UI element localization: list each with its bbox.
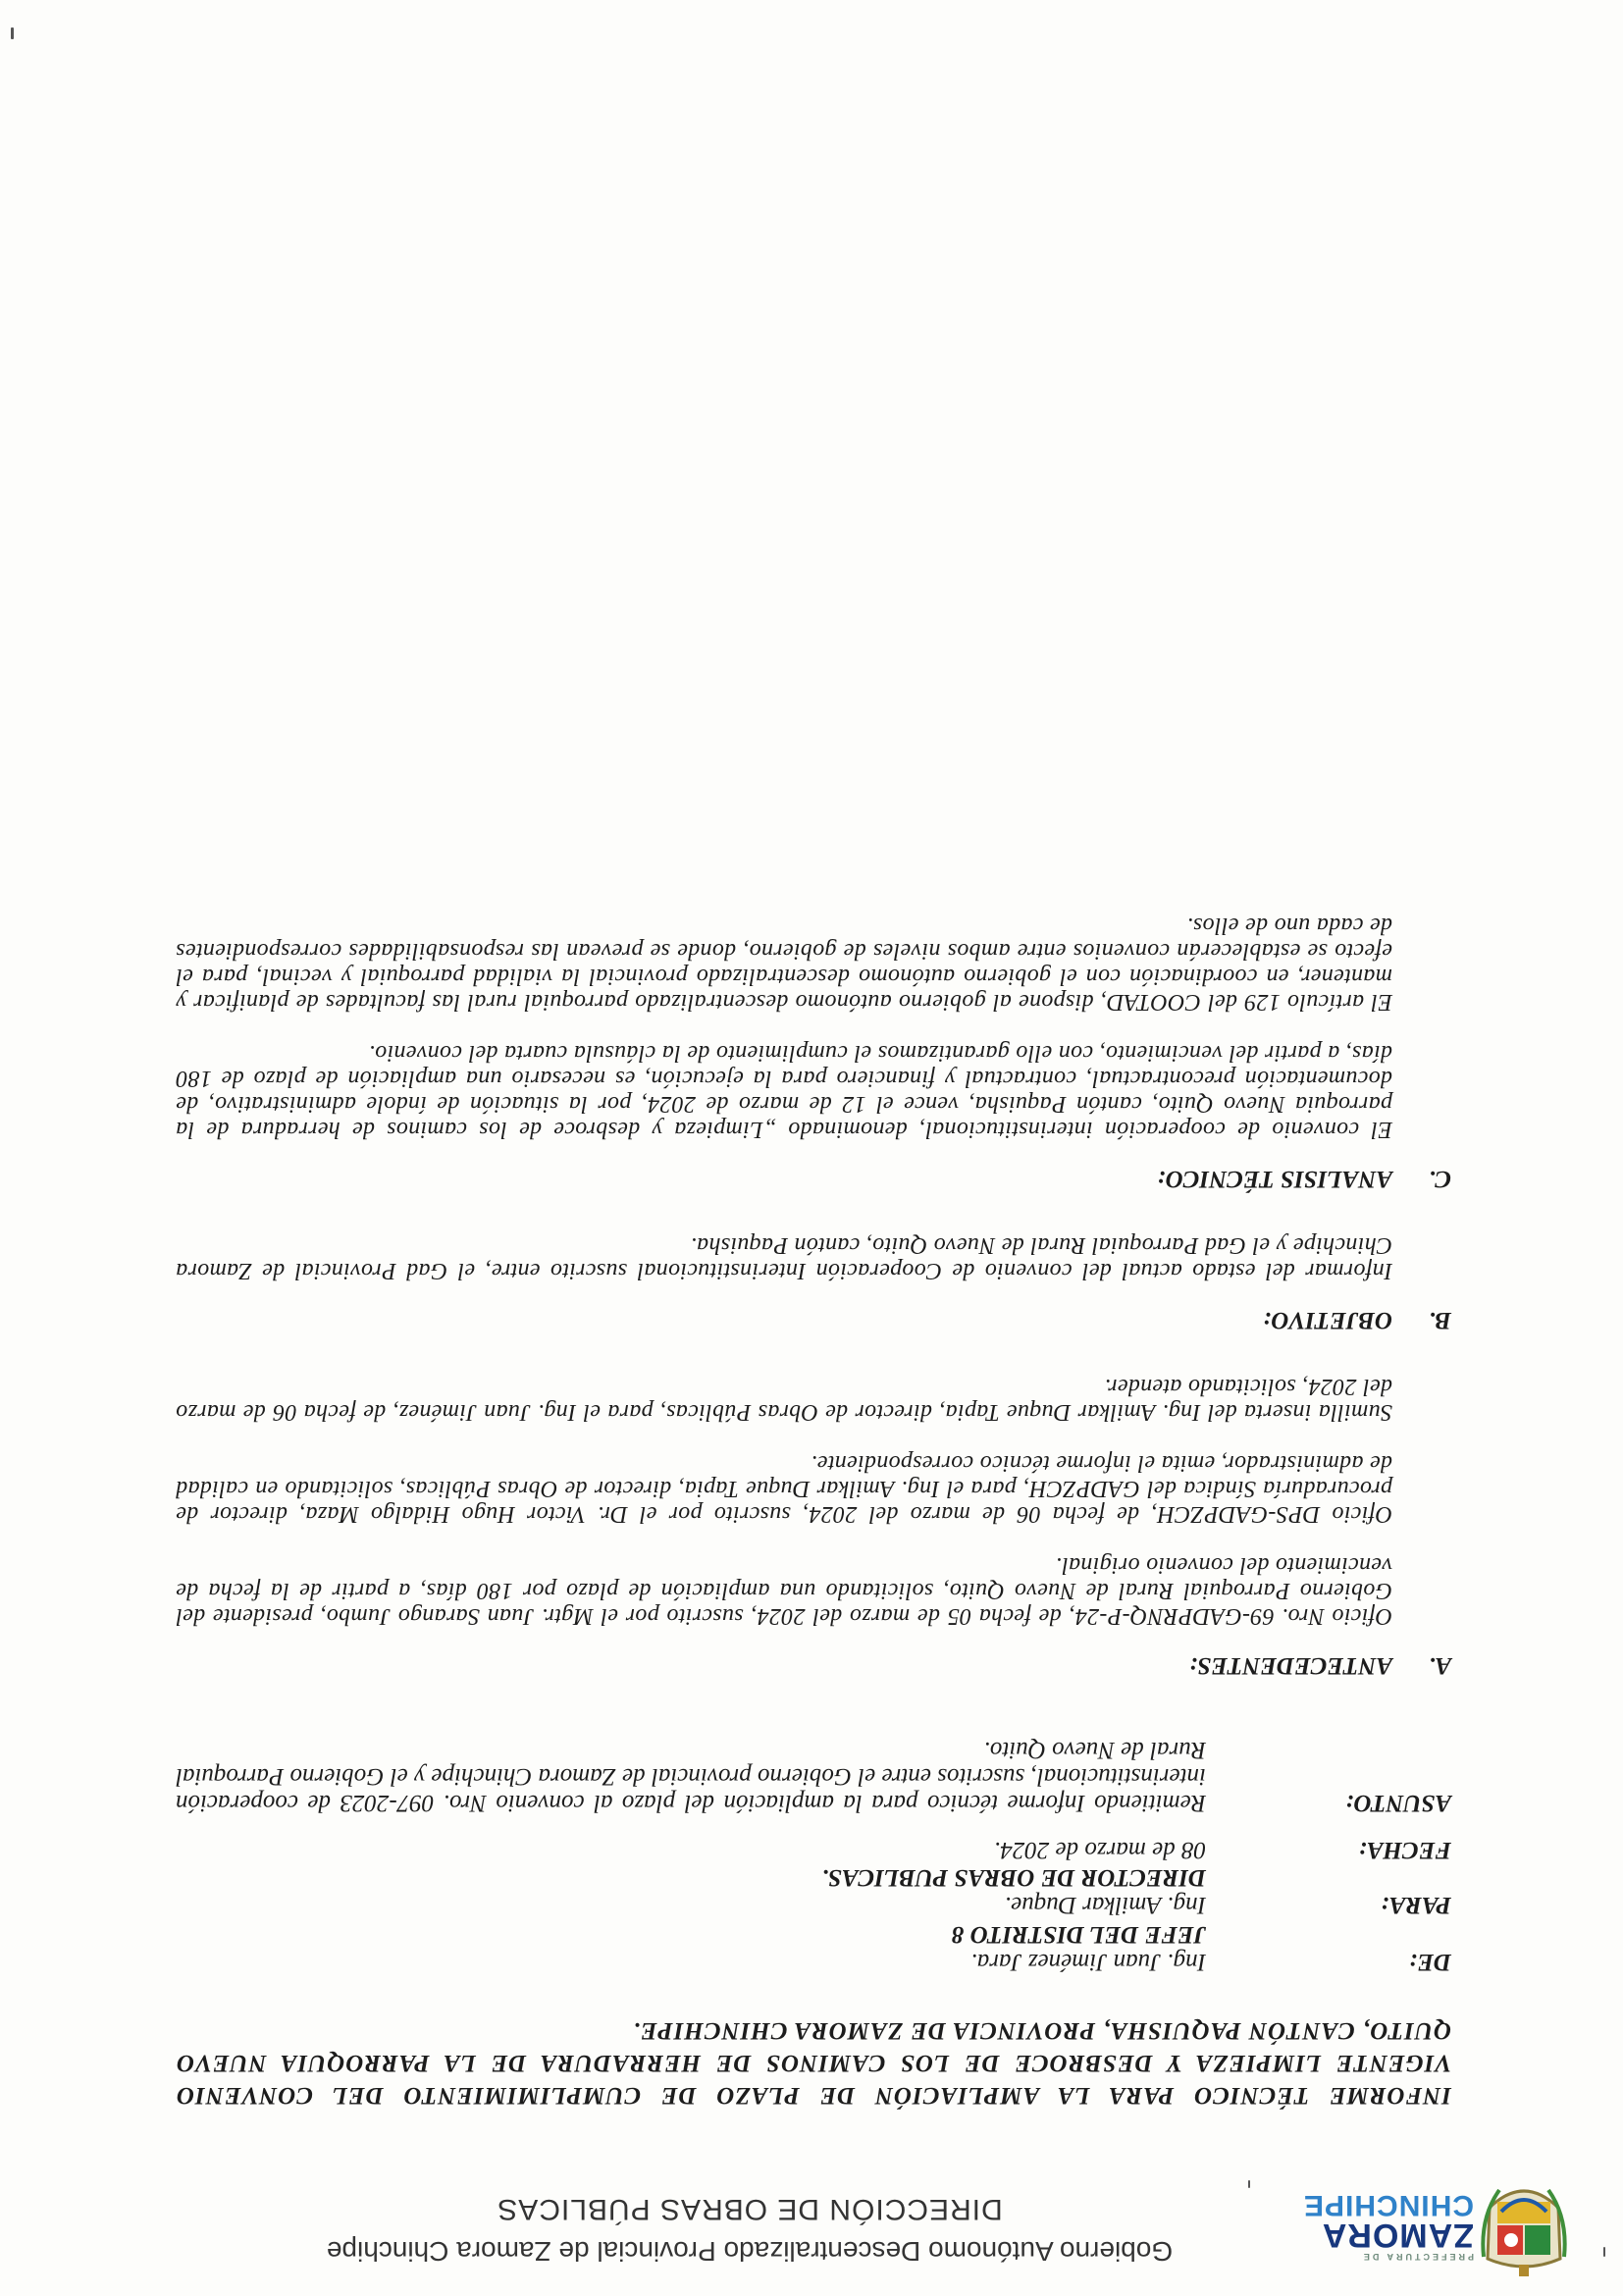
logo-caption: PREFECTURA DE xyxy=(1360,2252,1474,2262)
paragraph: Informar del estado actual del convenio de Cooperación Interinstitucional suscrito entre, el Gad Provincial de Zamora Chinchipe y el Gad Parroquial Rural de Nuevo Quito, cantón Paquisha. xyxy=(176,1232,1392,1283)
section-objetivo xyxy=(176,1232,1451,1334)
to-label: PARA: xyxy=(1381,1892,1451,1918)
section-heading xyxy=(176,1650,1451,1680)
logo-wordmark-chinchipe: CHINCHIPE xyxy=(1302,2189,1474,2221)
meta-from-row xyxy=(176,1920,1451,1975)
section-heading xyxy=(176,1164,1451,1193)
meta-subject-row xyxy=(176,1737,1451,1816)
subject-value: Remitiendo Informe técnico para la ampliación del plazo al convenio Nro. 097-2023 de cooperación interinstitucional, suscritos entre el Gobierno provincial de Zamora Chinchipe y el Gobierno Parroquial Rural de Nuevo Quito. xyxy=(176,1737,1206,1816)
paragraph: Oficio Nro. 69-GADPRNQ-P-24, de fecha 05 de marzo del 2024, suscrito por el Mgtr. Juan Sarango Jumbo, presidente del Gobierno Parroquial Rural de Nuevo Quito, solicitando una ampliación de plazo por 180 días, a partir de la fecha de vencimiento del convenio original. xyxy=(176,1552,1392,1629)
report-body xyxy=(176,887,1451,2112)
subject-label: ASUNTO: xyxy=(1345,1790,1451,1816)
date-value: 08 de marzo de 2024. xyxy=(994,1837,1206,1863)
date-label: FECHA: xyxy=(1358,1837,1451,1863)
to-name: Ing. Amilkar Duque. xyxy=(1004,1892,1206,1918)
section-letter: C. xyxy=(1429,1166,1451,1192)
scan-speck xyxy=(1248,2180,1250,2188)
from-role: JEFE DEL DISTRITO 8 xyxy=(951,1921,1206,1948)
section-letter: B. xyxy=(1429,1307,1451,1333)
section-heading xyxy=(176,1305,1451,1334)
coat-of-arms-icon xyxy=(1480,2173,1568,2276)
meta-date-row xyxy=(176,1836,1451,1863)
from-name: Ing. Juan Jiménez Jara. xyxy=(970,1949,1206,1975)
paragraph: Sumilla inserta del Ing. Amilkar Duque Tapia, director de Obras Públicas, para el Ing. Juan Jiménez, de fecha 06 de marzo del 2024, solicitando atender. xyxy=(176,1374,1392,1425)
from-label: DE: xyxy=(1408,1949,1451,1975)
section-title: ANTECEDENTES: xyxy=(1189,1652,1392,1679)
paragraph: Oficio DPS-GADPZCH, de fecha 06 de marzo del 2024, suscrito por el Dr. Victor Hugo Hidalgo Maza, director de procuraduría Síndica del GADPZCH, para el Ing. Amilkar Duque Tapia, director de Obras Públicas, solicitando en calidad de administrador, emita el informe técnico correspondiente. xyxy=(176,1450,1392,1527)
section-analisis-tecnico xyxy=(176,913,1451,1193)
letterhead xyxy=(0,2159,1623,2296)
paragraph: El artículo 129 del COOTAD, dispone al gobierno autónomo descentralizado parroquial rural las facultades de planificar y mantener, en coordinación con el gobierno autónomo descentralizado provincial la vialidad parroquial y vecinal, para el efecto se establecerán convenios entre ambos niveles de gobierno, donde se prevean las responsabilidades correspondientes de cada uno de ellos. xyxy=(176,913,1392,1015)
section-title: OBJETIVO: xyxy=(1263,1307,1392,1333)
department-name: DIRECCIÓN DE OBRAS PÚBLICAS xyxy=(497,2193,1003,2225)
scan-speck xyxy=(1603,2247,1605,2257)
prefecture-logo xyxy=(1302,2173,1568,2276)
paragraph: El convenio de cooperación interinstitucional, denominado „Limpieza y desbroce de los caminos de herradura de la parroquia Nuevo Quito, cantón Paquisha, vence el 12 de marzo de 2024, por la situación de índole administrativo, de documentación precontractual, contractual y financiero para la ejecución, es necesario una ampliación de plazo de 180 días, a partir del vencimiento, con ello garantizamos el cumplimiento de la cláusula cuarta del convenio. xyxy=(176,1040,1392,1142)
scan-speck xyxy=(11,27,14,39)
organization-name: Gobierno Autónomo Descentralizado Provincial de Zamora Chinchipe xyxy=(326,2236,1174,2267)
section-letter: A. xyxy=(1429,1652,1451,1679)
meta-to-row xyxy=(176,1863,1451,1918)
section-antecedentes xyxy=(176,1374,1451,1680)
report-title: INFORME TÉCNICO PARA LA AMPLIACIÓN DE PLAZO DE CUMPLIMIMIENTO DEL CONVENIO VIGENTE LIMPIEZA Y DESBROCE DE LOS CAMINOS DE HERRADURA DE LA PARROQUIA NUEVO QUITO, CANTÓN PAQUISHA, PROVINCIA DE ZAMORA CHINCHIPE. xyxy=(176,2017,1451,2109)
logo-wordmark-zamora: ZAMORA xyxy=(1321,2217,1474,2254)
section-title: ANALISIS TÉCNICO: xyxy=(1157,1166,1392,1192)
to-role: DIRECTOR DE OBRAS PUBLICAS. xyxy=(821,1864,1206,1891)
